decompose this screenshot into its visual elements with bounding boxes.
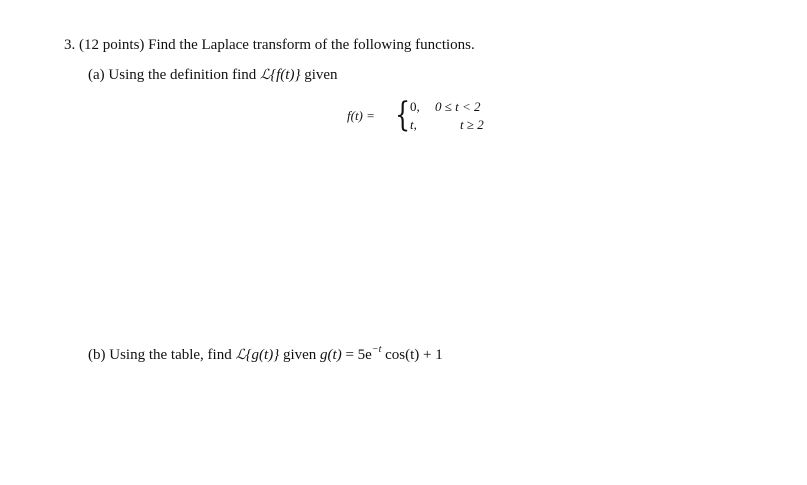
g-rest: cos(t) + 1 [385,347,443,363]
problem-header-text: 3. (12 points) Find the Laplace transform of the following functions. [64,37,475,53]
part-b-prompt [88,344,443,364]
g-coefficient: = 5e [345,347,372,363]
part-a-prompt [88,67,338,84]
g-exponent: −t [371,344,382,355]
piecewise-brace: { [395,95,411,135]
laplace-symbol: ℒ [260,67,271,83]
piecewise-function [347,97,507,137]
case-2-value: t, [410,117,417,132]
case-2-condition: t ≥ 2 [460,117,484,132]
problem-header [64,37,475,54]
laplace-argument-b: {g(t)} [245,347,280,363]
case-1-condition: 0 ≤ t < 2 [435,99,481,114]
part-b-label: (b) Using the table, find [88,347,232,363]
part-a-given: given [304,67,338,83]
piecewise-lhs: f(t) = [347,108,375,123]
g-lhs: g(t) [320,347,342,363]
laplace-symbol-b: ℒ [235,347,246,363]
part-b-given: given [282,347,317,363]
case-1-value: 0, [410,99,420,114]
laplace-argument: {f(t)} [270,67,301,83]
part-a-label: (a) Using the definition find [88,67,257,83]
